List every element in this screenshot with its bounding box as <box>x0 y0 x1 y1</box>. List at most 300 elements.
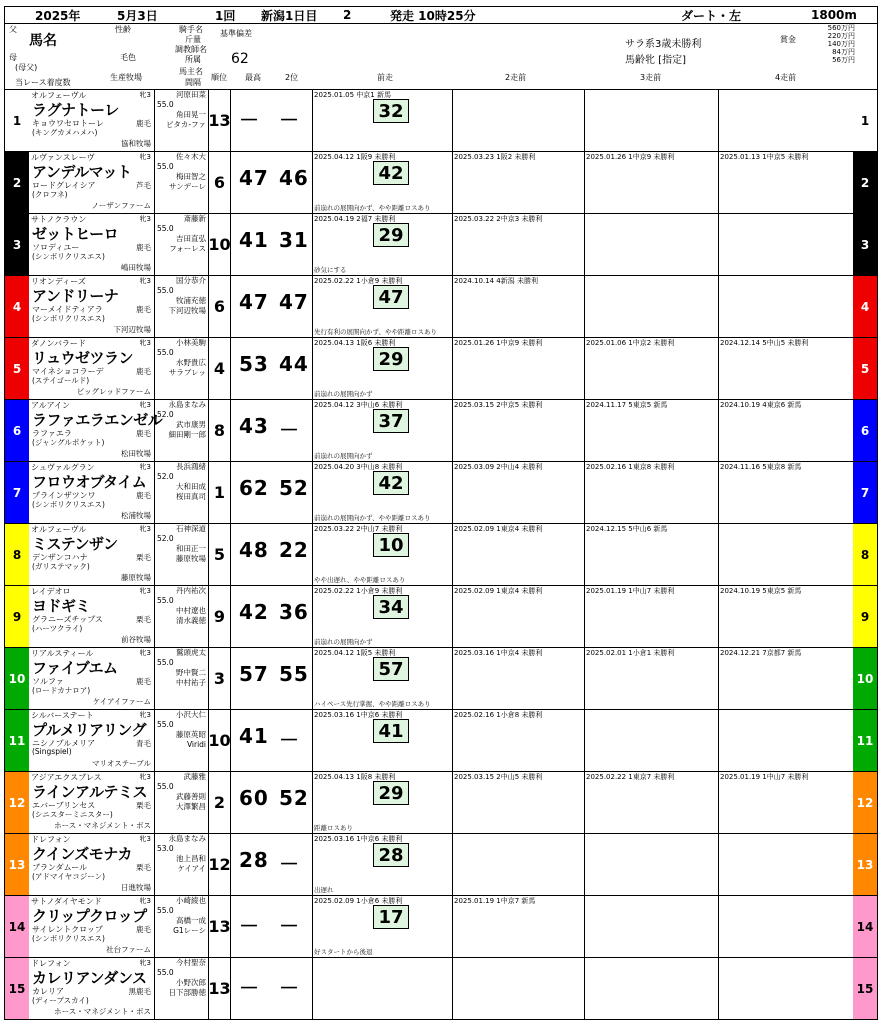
owner: 大澤繁昌 <box>176 802 206 811</box>
prev-race-1[interactable] <box>313 214 453 275</box>
jockey: 河原田菜 <box>176 90 206 99</box>
race-header: 2025.02.16 1小倉8 未勝利 <box>454 711 543 719</box>
dam: サイレントクロップ <box>32 925 103 934</box>
trainer: 藤原英昭 <box>176 730 206 739</box>
connections <box>155 338 209 399</box>
prev-race-2[interactable] <box>453 462 585 523</box>
prev-race-4[interactable] <box>719 214 855 275</box>
prev-race-3[interactable] <box>585 90 719 151</box>
horse-name[interactable]: アンドリーナ <box>32 287 119 305</box>
prev-race-3[interactable] <box>585 772 719 833</box>
race-header: 2024.10.14 4新潟 未勝利 <box>454 277 538 285</box>
legend-prev3: 3走前 <box>640 73 662 82</box>
horse-number-right: 6 <box>853 400 877 461</box>
legend-breeder: 生産牧場 <box>110 73 142 82</box>
race-score: 10 <box>373 533 409 557</box>
second-score: 55 <box>279 662 309 686</box>
owner: 桜田真司 <box>176 492 206 501</box>
coat-color: 栗毛 <box>136 615 151 624</box>
prev-race-3[interactable] <box>585 152 719 213</box>
rank: 9 <box>209 586 231 647</box>
jockey: 長浜鴻緒 <box>176 462 206 471</box>
prev-race-2[interactable] <box>453 958 585 1019</box>
legend-prev2: 2走前 <box>505 73 527 82</box>
best-scores <box>231 710 313 771</box>
breeder: 松浦牧場 <box>121 511 151 520</box>
trainer: 小野次郎 <box>176 978 206 987</box>
horse-number: 5 <box>5 338 29 399</box>
horse-row[interactable] <box>4 834 878 896</box>
burden: 55.0 <box>157 162 174 171</box>
prev-race-4[interactable] <box>719 90 855 151</box>
horse-name[interactable]: ミステンザン <box>32 535 118 553</box>
prev-race-2[interactable] <box>453 152 585 213</box>
prev-race-3[interactable] <box>585 710 719 771</box>
rank: 13 <box>209 958 231 1019</box>
prev-race-1[interactable] <box>313 152 453 213</box>
prev-race-4[interactable] <box>719 834 855 895</box>
second-score: 47 <box>279 290 309 314</box>
sire: リアルスティール <box>31 649 94 658</box>
prev-race-4[interactable] <box>719 276 855 337</box>
jockey: 国分恭介 <box>176 276 206 285</box>
prev-race-4[interactable] <box>719 710 855 771</box>
prev-race-1[interactable] <box>313 710 453 771</box>
race-comment: 先行有利の展開向かず、やや距離ロスあり <box>314 328 437 336</box>
prev-race-1[interactable] <box>313 462 453 523</box>
horse-row[interactable] <box>4 90 878 152</box>
horse-row[interactable] <box>4 896 878 958</box>
jockey: 斎藤新 <box>183 214 206 223</box>
sex-age: 牝3 <box>139 153 151 161</box>
prev-race-1[interactable] <box>313 896 453 957</box>
prev-race-3[interactable] <box>585 834 719 895</box>
horse-row[interactable] <box>4 152 878 214</box>
trainer: 野中賢二 <box>176 668 206 677</box>
coat-color: 鹿毛 <box>136 677 151 686</box>
horse-info <box>29 524 155 585</box>
prev-race-2[interactable] <box>453 400 585 461</box>
race-header: 2025.03.16 1中京4 未勝利 <box>454 649 543 657</box>
burden: 53.0 <box>157 844 174 853</box>
owner: フォーレス <box>169 244 206 253</box>
broodmare-sire: (シニスターミニスター) <box>32 810 113 819</box>
prev-race-3[interactable] <box>585 462 719 523</box>
broodmare-sire: (ハーツクライ) <box>32 624 83 633</box>
prev-race-4[interactable] <box>719 338 855 399</box>
horse-name[interactable]: リュウゼツラン <box>32 349 134 367</box>
best-scores <box>231 958 313 1019</box>
prev-race-1[interactable] <box>313 338 453 399</box>
horse-name[interactable]: ラファエラエンゼル <box>32 411 163 429</box>
prev-race-1[interactable] <box>313 524 453 585</box>
horse-name[interactable]: クリップクロップ <box>32 907 147 925</box>
dam: ソロディユー <box>32 243 80 252</box>
prev-race-1[interactable] <box>313 400 453 461</box>
legend-stable: 所属 <box>185 55 201 64</box>
breeder: 嶋田牧場 <box>121 263 151 272</box>
horse-info <box>29 152 155 213</box>
prize-list <box>795 24 855 64</box>
prev-race-3[interactable] <box>585 896 719 957</box>
prev-race-2[interactable] <box>453 214 585 275</box>
prev-race-4[interactable] <box>719 958 855 1019</box>
legend-interval: 間隔 <box>185 78 201 87</box>
horse-number-right: 14 <box>853 896 877 957</box>
prev-race-2[interactable] <box>453 648 585 709</box>
prev-race-2[interactable] <box>453 896 585 957</box>
horse-name[interactable]: ヨドギミ <box>32 597 91 615</box>
best-score: 43 <box>239 414 269 438</box>
prev-race-1[interactable] <box>313 90 453 151</box>
second-score: － <box>279 418 300 442</box>
horse-name[interactable]: ラグナトーレ <box>32 101 119 119</box>
trainer: 中村遼也 <box>176 606 206 615</box>
jockey: 佐々木大 <box>176 152 206 161</box>
horse-row[interactable] <box>4 586 878 648</box>
horse-number-right: 2 <box>853 152 877 213</box>
race-comment: 前崩れの展開向かず <box>314 390 373 398</box>
sire: サトノクラウン <box>31 215 87 224</box>
connections <box>155 958 209 1019</box>
best-scores <box>231 834 313 895</box>
prize-4: 84万円 <box>832 48 855 56</box>
horse-number-right: 8 <box>853 524 877 585</box>
coat-color: 青毛 <box>136 739 151 748</box>
owner: G1レーシ <box>173 926 206 935</box>
prev-race-4[interactable] <box>719 586 855 647</box>
race-header: 2025.02.16 1東京8 未勝利 <box>586 463 675 471</box>
dam: デンザンコハナ <box>32 553 88 562</box>
rank: 1 <box>209 462 231 523</box>
prev-race-3[interactable] <box>585 958 719 1019</box>
coat-color: 鹿毛 <box>136 925 151 934</box>
horse-number: 9 <box>5 586 29 647</box>
best-scores <box>231 214 313 275</box>
prize-1: 560万円 <box>827 24 855 32</box>
best-scores <box>231 90 313 151</box>
horse-name[interactable]: ゼットヒーロ <box>32 225 119 243</box>
prize-3: 140万円 <box>827 40 855 48</box>
prev-race-3[interactable] <box>585 524 719 585</box>
prev-race-2[interactable] <box>453 338 585 399</box>
prize-label: 賞金 <box>780 35 796 44</box>
legend-sire: 父 <box>9 25 17 34</box>
best-scores <box>231 338 313 399</box>
race-header: 2025.01.19 1中山7 未勝利 <box>720 773 809 781</box>
broodmare-sire: (クロフネ) <box>32 190 68 199</box>
breeder: 下河辺牧場 <box>113 325 151 334</box>
prev-race-4[interactable] <box>719 896 855 957</box>
rank: 2 <box>209 772 231 833</box>
horse-number-right: 10 <box>853 648 877 709</box>
broodmare-sire: (Singspiel) <box>32 747 72 756</box>
race-header: 2025.03.15 2中京5 未勝利 <box>454 401 543 409</box>
trainer: 牧浦充徳 <box>176 296 206 305</box>
breeder: マリオステーブル <box>91 759 151 768</box>
prev-race-2[interactable] <box>453 834 585 895</box>
race-header: 2025.02.01 1小倉1 未勝利 <box>586 649 675 657</box>
legend-bms: (母父) <box>15 63 38 72</box>
horse-name[interactable]: ファイブエム <box>32 659 118 677</box>
jockey: 丹内祐次 <box>176 586 206 595</box>
horse-info <box>29 214 155 275</box>
trainer: 武藤善則 <box>176 792 206 801</box>
sex-age: 牝3 <box>139 463 151 471</box>
race-header: 2024.12.14 5中山5 未勝利 <box>720 339 809 347</box>
breeder: ホース・マネジメント・ボス <box>54 1007 151 1016</box>
broodmare-sire: (シンボリクリスエス) <box>32 934 105 943</box>
sire: ドレフォン <box>31 835 71 844</box>
race-score: 17 <box>373 905 409 929</box>
burden: 52.0 <box>157 410 174 419</box>
coat-color: 栗毛 <box>136 553 151 562</box>
prize-2: 220万円 <box>827 32 855 40</box>
rank: 10 <box>209 214 231 275</box>
prev-race-3[interactable] <box>585 214 719 275</box>
sex-age: 牝3 <box>139 835 151 843</box>
broodmare-sire: (シンボリクリスエス) <box>32 252 105 261</box>
horse-info <box>29 710 155 771</box>
prev-race-4[interactable] <box>719 152 855 213</box>
dam: ニシノプルメリア <box>32 739 96 748</box>
sex-age: 牝3 <box>139 649 151 657</box>
race-score: 57 <box>373 657 409 681</box>
horse-name[interactable]: ラインアルテミス <box>32 783 147 801</box>
horse-info <box>29 896 155 957</box>
horse-info <box>29 772 155 833</box>
jockey: 武藤雅 <box>183 772 206 781</box>
race-comment: やや出遅れ、やや距離ロスあり <box>314 576 406 584</box>
horse-row[interactable] <box>4 338 878 400</box>
best-scores <box>231 586 313 647</box>
sire: リオンディーズ <box>31 277 86 286</box>
race-header: 2025.03.15 2中山5 未勝利 <box>454 773 543 781</box>
prev-race-3[interactable] <box>585 338 719 399</box>
race-score: 42 <box>373 161 409 185</box>
horse-row[interactable] <box>4 958 878 1020</box>
round: 1回 <box>215 8 236 23</box>
horse-number: 15 <box>5 958 29 1019</box>
horse-row[interactable] <box>4 524 878 586</box>
prev-race-2[interactable] <box>453 772 585 833</box>
broodmare-sire: (ステイゴールド) <box>32 376 90 385</box>
prev-race-2[interactable] <box>453 524 585 585</box>
prev-race-4[interactable] <box>719 772 855 833</box>
dam: マーメイドティアラ <box>32 305 103 314</box>
horse-number: 2 <box>5 152 29 213</box>
sire: サトノダイヤモンド <box>31 897 102 906</box>
prev-race-2[interactable] <box>453 276 585 337</box>
horse-info <box>29 400 163 461</box>
best-score: 28 <box>239 848 269 872</box>
owner: 藤原牧場 <box>176 554 206 563</box>
prev-race-1[interactable] <box>313 648 453 709</box>
race-score: 29 <box>373 223 409 247</box>
second-score: 31 <box>279 228 309 252</box>
dam: マイネショコラーデ <box>32 367 104 376</box>
sex-age: 牝3 <box>139 897 151 905</box>
trainer: 吉田直弘 <box>176 234 206 243</box>
horse-name[interactable]: クインズモナカ <box>32 845 133 863</box>
race-comment: 砂気にする <box>314 266 347 274</box>
rank: 6 <box>209 276 231 337</box>
horse-number-right: 9 <box>853 586 877 647</box>
legend-burden: 斤量 <box>185 35 201 44</box>
race-header: 2025.02.09 1東京4 未勝利 <box>454 587 543 595</box>
date: 5月3日 <box>117 8 158 23</box>
breeder: 日進牧場 <box>121 883 151 892</box>
horse-info <box>29 586 155 647</box>
race-header: 2024.12.15 5中山6 新馬 <box>586 525 668 533</box>
coat-color: 鹿毛 <box>136 491 151 500</box>
sex-age: 牝3 <box>139 711 151 719</box>
race-no: 2 <box>343 8 352 22</box>
owner: 細田剛一郎 <box>168 430 206 439</box>
best-scores <box>231 462 313 523</box>
horse-name[interactable]: アンデルマット <box>32 163 132 181</box>
prev-race-4[interactable] <box>719 462 855 523</box>
race-comment: 前崩れの展開向かず、やや距離ロスあり <box>314 204 431 212</box>
horse-info <box>29 276 155 337</box>
rank: 4 <box>209 338 231 399</box>
race-header: 2025.04.13 1阪6 未勝利 <box>314 339 396 347</box>
sex-age: 牝3 <box>139 525 151 533</box>
prev-race-2[interactable] <box>453 586 585 647</box>
legend-prev: 前走 <box>377 73 393 82</box>
burden: 55.0 <box>157 968 174 977</box>
horse-number: 7 <box>5 462 29 523</box>
trainer: 水野貴広 <box>176 358 206 367</box>
trainer: 高橋一成 <box>176 916 206 925</box>
horse-name[interactable]: カレリアンダンス <box>32 969 147 987</box>
horse-row[interactable] <box>4 772 878 834</box>
connections <box>155 586 209 647</box>
best-score: 47 <box>239 166 269 190</box>
horse-number: 4 <box>5 276 29 337</box>
jockey: 小沢大仁 <box>176 710 206 719</box>
second-score: 52 <box>279 476 309 500</box>
legend-best: 最高 <box>245 73 261 82</box>
prize-5: 56万円 <box>832 56 855 64</box>
race-header: 2024.12.21 7京都7 新馬 <box>720 649 802 657</box>
breeder: 藤原牧場 <box>121 573 151 582</box>
race-header: 2025.03.16 1中京6 未勝利 <box>314 835 403 843</box>
owner: サラブレッ <box>168 368 206 377</box>
prev-race-4[interactable] <box>719 400 855 461</box>
race-header: 2025.04.12 1阪9 未勝利 <box>314 153 396 161</box>
connections <box>155 214 209 275</box>
sex-age: 牝3 <box>139 773 151 781</box>
connections <box>155 90 209 151</box>
jockey: 永島まなみ <box>168 400 206 409</box>
race-header: 2025.04.12 1阪5 未勝利 <box>314 649 396 657</box>
broodmare-sire: (ガリステマック) <box>32 562 90 571</box>
best-score: 62 <box>239 476 269 500</box>
prev-race-3[interactable] <box>585 586 719 647</box>
coat-color: 鹿毛 <box>136 429 151 438</box>
second-score: 46 <box>279 166 309 190</box>
rank: 12 <box>209 834 231 895</box>
rank: 13 <box>209 90 231 151</box>
best-scores <box>231 896 313 957</box>
second-score: 22 <box>279 538 309 562</box>
dam: キョウワセロトーレ <box>32 119 104 128</box>
breeder: 社台ファーム <box>106 945 151 954</box>
breeder: 協和牧場 <box>121 139 151 148</box>
race-header: 2025.02.22 1東京7 未勝利 <box>586 773 675 781</box>
legend-header <box>4 24 878 90</box>
race-score: 34 <box>373 595 409 619</box>
burden: 55.0 <box>157 658 174 667</box>
prev-race-4[interactable] <box>719 524 855 585</box>
legend-base-value: 62 <box>231 51 249 67</box>
weight-rule: 馬齢牝 [指定] <box>625 55 686 66</box>
sire: オルフェーヴル <box>31 525 87 534</box>
horse-row[interactable] <box>4 214 878 276</box>
prev-race-3[interactable] <box>585 648 719 709</box>
prev-race-1[interactable] <box>313 834 453 895</box>
horse-name[interactable]: プルメリアリング <box>32 721 147 739</box>
prev-race-2[interactable] <box>453 90 585 151</box>
race-header: 2024.10.19 4東京6 新馬 <box>720 401 802 409</box>
broodmare-sire: (ディープスカイ) <box>32 996 89 1005</box>
rank: 5 <box>209 524 231 585</box>
legend-rank: 順位 <box>211 73 227 82</box>
horse-number-right: 12 <box>853 772 877 833</box>
dam: グラニーズチップス <box>32 615 103 624</box>
horse-row[interactable] <box>4 462 878 524</box>
race-score: 28 <box>373 843 409 867</box>
breeder: 前谷牧場 <box>121 635 151 644</box>
race-comment: 前崩れの展開向かず、やや距離ロスあり <box>314 514 431 522</box>
burden: 55.0 <box>157 596 174 605</box>
horse-number: 12 <box>5 772 29 833</box>
horse-number-right: 7 <box>853 462 877 523</box>
horse-number: 3 <box>5 214 29 275</box>
burden: 55.0 <box>157 100 174 109</box>
horse-row[interactable] <box>4 710 878 772</box>
prev-race-3[interactable] <box>585 400 719 461</box>
horse-row[interactable] <box>4 276 878 338</box>
prev-race-2[interactable] <box>453 710 585 771</box>
owner: Viridi <box>186 740 206 749</box>
horse-info <box>29 834 155 895</box>
best-score: － <box>239 108 260 132</box>
race-header: 2025.01.19 1中京7 新馬 <box>454 897 536 905</box>
prev-race-1[interactable] <box>313 586 453 647</box>
post-time: 発走 10時25分 <box>390 8 476 23</box>
surface: ダート・左 <box>681 8 742 23</box>
burden: 52.0 <box>157 534 174 543</box>
race-header: 2025.01.05 中京1 新馬 <box>314 91 391 99</box>
prev-race-4[interactable] <box>719 648 855 709</box>
horse-row[interactable] <box>4 400 878 462</box>
burden: 55.0 <box>157 224 174 233</box>
best-scores <box>231 648 313 709</box>
horse-number-right: 1 <box>853 90 877 151</box>
horse-number: 8 <box>5 524 29 585</box>
prev-race-1[interactable] <box>313 772 453 833</box>
trainer: 大和田成 <box>176 482 206 491</box>
horse-name[interactable]: フロウオブタイム <box>32 473 147 491</box>
prev-race-1[interactable] <box>313 958 453 1019</box>
prev-race-1[interactable] <box>313 276 453 337</box>
sire: レイデオロ <box>31 587 71 596</box>
horse-row[interactable] <box>4 648 878 710</box>
broodmare-sire: (シンボリクリスエス) <box>32 500 105 509</box>
prev-race-3[interactable] <box>585 276 719 337</box>
